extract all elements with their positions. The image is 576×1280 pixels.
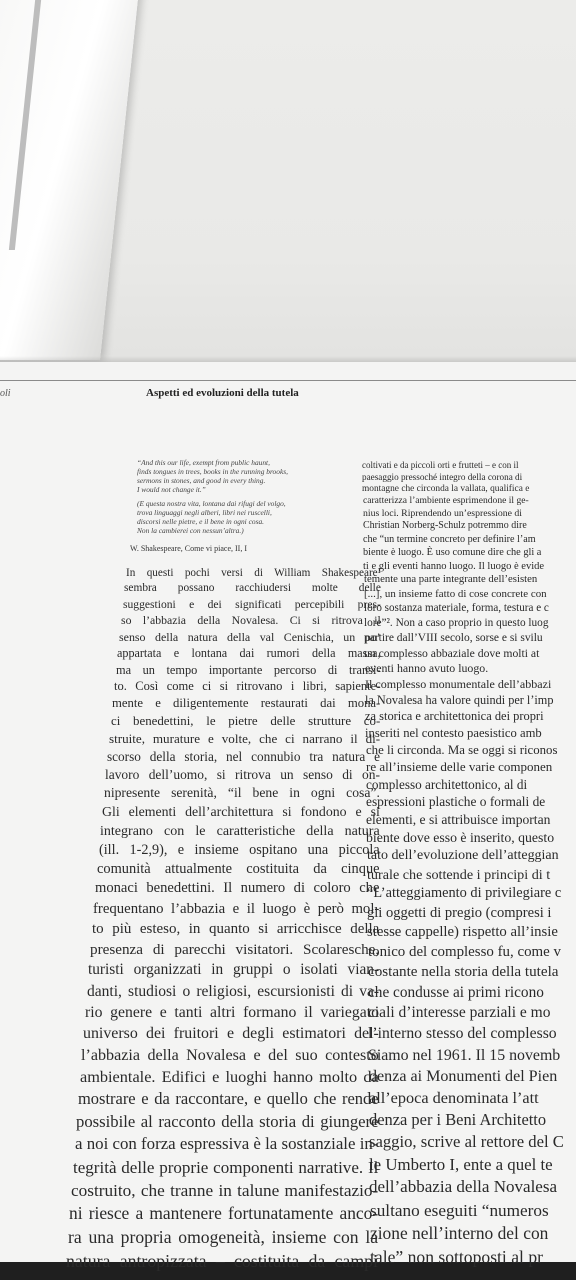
body-text-line: ci benedettini, le pietre delle strutture co- (111, 713, 381, 728)
body-text-line: costante nella storia della tutela (368, 964, 559, 981)
right-text-column (362, 460, 576, 1270)
body-text-line: “L’atteggiamento di privilegiare c (367, 885, 562, 902)
body-text-line: denza per i Beni Architetto (369, 1110, 547, 1130)
body-text-line: lore”². Non a caso proprio in questo luog (364, 616, 549, 629)
body-text-line: espressioni plastiche o formali de (366, 794, 546, 810)
body-text-line: nipresente serenità, “il bene in ogni cosa”. (104, 785, 380, 801)
body-text-line: universo dei fruitori e degli estimatori del- (83, 1025, 379, 1043)
body-text-line: danti, studiosi o religiosi, escursionisti di va- (87, 982, 380, 1000)
body-text-line: senso della natura della val Cenischia, un po’ (119, 629, 381, 644)
body-text-line: a noi con forza espressiva è la sostanziale in- (75, 1134, 379, 1154)
body-text-line: loro sostanza materiale, forma, testura e c (364, 602, 549, 615)
body-text-line: za storica e architettonica dei propri (365, 709, 544, 724)
body-text-line: Christian Norberg-Schulz potremmo dire (363, 520, 527, 532)
body-text-line: Siamo nel 1961. Il 15 novemb (368, 1046, 561, 1064)
body-text-line: natura antropizzata – costituita da campi (66, 1251, 378, 1272)
body-text-line: re all’insieme delle varie componen (366, 759, 553, 775)
body-text-line: paesaggio pressoché integro della corona di (362, 471, 523, 482)
epigraph-line: “And this our life, exempt from public haunt, (137, 458, 270, 467)
body-text-line: Gli elementi dell’architettura si fondono e si (102, 803, 380, 819)
body-text-line: tato dell’evoluzione dell’atteggian (367, 848, 559, 864)
body-text-line: tegrità delle proprie componenti narrative. Il (73, 1157, 379, 1177)
body-text-line: coltivati e da piccoli orti e frutteti – e con il (362, 460, 519, 470)
body-text-line: ti e gli eventi hanno luogo. Il luogo è evide (363, 560, 545, 572)
body-text-line: ambientale. Edifici e luoghi hanno molto da (80, 1067, 379, 1087)
body-text-line: scorso della storia, nel connubio tra natura e (107, 749, 381, 765)
body-text-line: ma un tempo importante percorso di transi- (116, 662, 381, 677)
body-text-line: monaci benedettini. Il numero di coloro che (95, 880, 380, 897)
body-text-line: struite, murature e volte, che ci narrano il di- (109, 731, 381, 747)
body-text-line: l’interno stesso del complesso (368, 1024, 557, 1042)
body-text-line: tale” non sottoposti al pr (370, 1246, 543, 1267)
epigraph-line: finds tongues in trees, books in the running brooks, (137, 467, 288, 476)
body-text-line: possibile al racconto della storia di giungere (76, 1111, 379, 1131)
body-text-line: [...], un insieme fatto di cose concrete con (364, 588, 547, 601)
body-text-line: eventi hanno avuto luogo. (365, 660, 489, 675)
body-text-line: all’epoca denominata l’att (369, 1088, 539, 1107)
body-text-line: turisti organizzati in gruppi o isolati vian- (88, 961, 380, 979)
body-text-line: sembra possano racchiudersi molte delle (124, 582, 381, 595)
running-head: Aspetti ed evoluzioni della tutela (146, 387, 299, 399)
body-text-line: un complesso abbaziale dove molti at (364, 646, 540, 660)
body-text-line: partire dall’VIII secolo, sorse e si svilu (364, 631, 543, 644)
body-text-line: (ill. 1-2,9), e insieme ospitano una piccola (99, 841, 380, 858)
body-text-line: presenza di parecchi visitatori. Scolaresche, (90, 940, 380, 958)
epigraph-line: I would not change it.” (137, 485, 206, 494)
body-text-line: rio genere e tanti altri formano il variegato (85, 1003, 379, 1021)
body-text-line: frequentano l’abbazia e il luogo è però mol- (93, 901, 380, 918)
body-text-line: che li circonda. Ma se oggi si riconos (366, 742, 558, 757)
header-rule (0, 380, 576, 381)
body-text-line: to. Così come ci si ritrovano i libri, sapiente- (114, 679, 381, 694)
body-text-line: biente è luogo. È uso comune dire che gli a (363, 547, 542, 559)
body-text-line: Il complesso monumentale dell’abbazi (365, 676, 552, 691)
body-text-line: stesse cappelle) rispetto all’insie (367, 923, 558, 940)
body-text-line: suggestioni e dei significati percepibili pres- (123, 597, 381, 611)
body-text-line: integrano con le caratteristiche della natura (100, 822, 380, 839)
body-text-line: sultano eseguiti “numeros (370, 1201, 549, 1221)
epigraph-translation-line: trova linguaggi negli alberi, libri nei ruscelli, (137, 508, 272, 517)
body-text-line: temente una parte integrante dell’esisten (364, 573, 538, 586)
epigraph-attribution: W. Shakespeare, Come vi piace, II, I (130, 544, 247, 553)
folio-fragment: oli (0, 388, 11, 399)
body-text-line: mente e diligentemente restaurati dai mona- (112, 696, 381, 711)
body-text-line: dell’abbazia della Novalesa (369, 1177, 558, 1197)
epigraph-line: sermons in stones, and good in every thing. (137, 476, 266, 485)
body-text-line: elementi, e si attribuisce importan (366, 811, 551, 827)
body-text-line: costruito, che tranne in talune manifestazio- (71, 1180, 379, 1200)
body-text-line: complesso architettonico, al di (366, 776, 528, 792)
body-text-line: caratterizza l’ambiente esprimendone il ge- (363, 495, 529, 507)
body-text-line: l’abbazia della Novalesa e del suo contesto (81, 1046, 379, 1064)
body-text-line: mostrare e da raccontare, e quello che rende (78, 1089, 379, 1109)
body-text-line: appartata e lontana dai rumori della massa, (117, 645, 381, 660)
body-text-line: ni riesce a mantenere fortunatamente anco- (69, 1203, 379, 1224)
body-text-line: In questi pochi versi di William Shakespeare¹ (126, 567, 381, 579)
body-text-line: saggio, scrive al rettore del C (369, 1132, 564, 1152)
body-text-line: montagne che circonda la vallata, qualifica e (362, 484, 530, 495)
body-text-line: turale che sottende i principi di t (367, 866, 551, 883)
body-text-line: gli oggetti di pregio (compresi i (367, 904, 552, 921)
body-text-line: so l’abbazia della Novalesa. Ci si ritrova il (121, 613, 381, 627)
body-text-line: ciali d’interesse parziali e mo (368, 1004, 551, 1022)
epigraph-translation-line: discorsi nelle pietre, e il bene in ogni cosa. (137, 517, 264, 526)
body-text-line: ra una propria omogeneità, insieme con la (68, 1226, 379, 1247)
body-text-line: to più esteso, in quanto si arricchisce della (92, 921, 380, 938)
body-text-line: nius loci. Riprendendo un’espressione di (363, 507, 522, 519)
body-text-line: che condusse ai primi ricono (368, 983, 544, 1001)
main-text-column (66, 566, 381, 1273)
epigraph-translation-line: (E questa nostra vita, lontana dai rifugi del volgo, (137, 499, 286, 508)
body-text-line: inseriti nel contesto paesistico amb (365, 725, 542, 740)
body-text-line: le Umberto I, ente a quel te (369, 1154, 553, 1174)
body-text-line: zione nell’interno del con (370, 1223, 549, 1244)
body-text-line: che “un termine concreto per definire l’am (363, 534, 536, 546)
body-text-line: tonico del complesso fu, come v (368, 943, 561, 960)
epigraph (137, 458, 362, 535)
body-text-line: biente dove esso è inserito, questo (366, 829, 555, 845)
epigraph-translation-line: Non la cambierei con nessun’altra.) (137, 526, 244, 535)
body-text-line: denza ai Monumenti del Pien (369, 1068, 558, 1086)
body-text-line: comunità attualmente costituita da cinque (97, 860, 380, 877)
body-text-line: lavoro dell’uomo, si ritrova un senso di on- (105, 767, 380, 783)
body-text-line: la Novalesa ha valore quindi per l’imp (365, 693, 554, 708)
